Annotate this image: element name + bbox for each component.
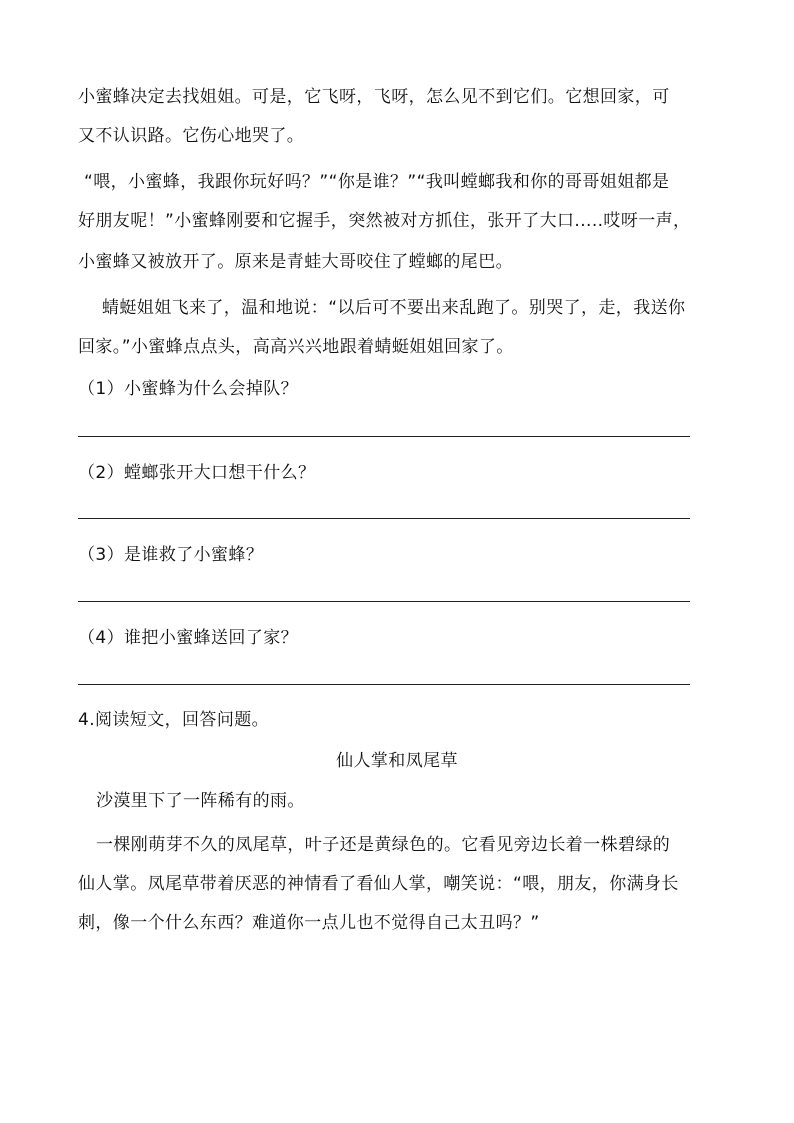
question-1: （1）小蜜蜂为什么会掉队？ [78, 379, 299, 399]
question-3: （3）是谁救了小蜜蜂？ [78, 545, 264, 565]
story-paragraph-3-line-2: 回家。”小蜜蜂点点头，高高兴兴地跟着蜻蜓姐姐回家了。 [78, 337, 514, 357]
story-paragraph-2-line-1: “喂，小蜜蜂，我跟你玩好吗？”“你是谁？”“我叫螳螂我和你的哥哥姐姐都是 [84, 172, 670, 192]
passage-paragraph-1: 沙漠里下了一阵稀有的雨。 [96, 791, 305, 811]
passage-paragraph-2-line-3: 刺，像一个什么东西？难道你一点儿也不觉得自己太丑吗？” [78, 913, 540, 933]
answer-line-2[interactable] [78, 518, 690, 519]
passage-paragraph-2-line-1: 一棵刚萌芽不久的凤尾草，叶子还是黄绿色的。它看见旁边长着一株碧绿的 [96, 835, 671, 855]
story-paragraph-2-line-2: 好朋友呢！”小蜜蜂刚要和它握手，突然被对方抓住，张开了大口.....哎呀一声， [78, 211, 691, 231]
story-paragraph-1-line-1: 小蜜蜂决定去找姐姐。可是，它飞呀，飞呀，怎么见不到它们。它想回家，可 [78, 87, 670, 107]
story-paragraph-2-line-3: 小蜜蜂又被放开了。原来是青蛙大哥咬住了螳螂的尾巴。 [78, 252, 513, 272]
question-4: （4）谁把小蜜蜂送回了家？ [78, 628, 299, 648]
answer-line-4[interactable] [78, 684, 690, 685]
answer-line-3[interactable] [78, 601, 690, 602]
passage-title: 仙人掌和凤尾草 [336, 751, 458, 771]
answer-line-1[interactable] [78, 436, 690, 437]
story-paragraph-3-line-1: 蜻蜓姐姐飞来了，温和地说：“以后可不要出来乱跑了。别哭了，走，我送你 [102, 298, 686, 318]
section-4-heading: 4.阅读短文，回答问题。 [78, 710, 270, 730]
passage-paragraph-2-line-2: 仙人掌。凤尾草带着厌恶的神情看了看仙人掌，嘲笑说：“喂，朋友，你满身长 [78, 874, 679, 894]
story-paragraph-1-line-2: 又不认识路。它伤心地哭了。 [78, 126, 305, 146]
question-2: （2）螳螂张开大口想干什么？ [78, 463, 316, 483]
